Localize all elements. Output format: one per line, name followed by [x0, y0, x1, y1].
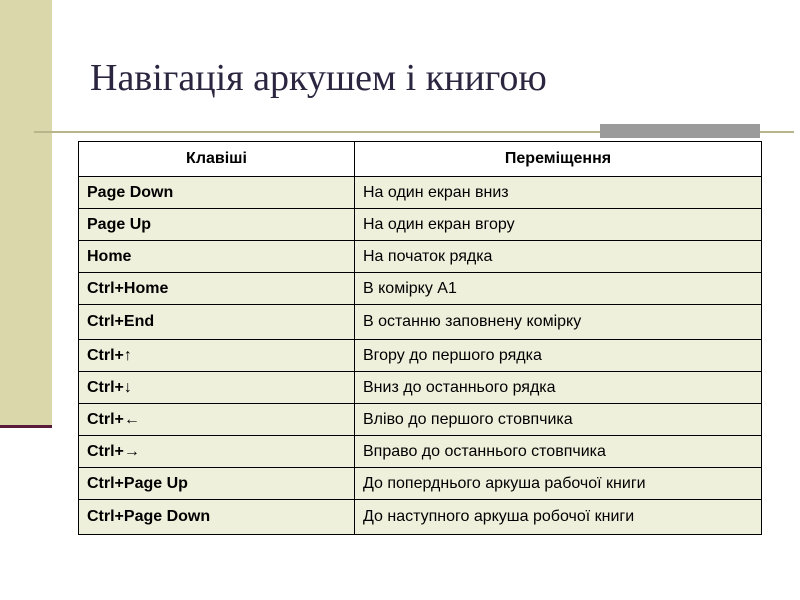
- key-cell: Ctrl+↓: [79, 372, 355, 404]
- key-cell: Ctrl+End: [79, 305, 355, 340]
- header-keys: Клавіші: [79, 142, 355, 177]
- table-row: [79, 404, 762, 436]
- table-row: [79, 436, 762, 468]
- key-cell: Ctrl+Page Down: [79, 500, 355, 535]
- action-cell: На один екран вгору: [355, 209, 762, 241]
- key-cell: Page Down: [79, 177, 355, 209]
- key-cell: Ctrl+→: [79, 436, 355, 468]
- action-cell: Вправо до останнього стовпчика: [355, 436, 762, 468]
- title-divider-accent: [600, 124, 760, 138]
- key-cell: Ctrl+↑: [79, 340, 355, 372]
- table-row: [79, 468, 762, 500]
- table-row: [79, 177, 762, 209]
- action-cell: До поперднього аркуша рабочої книги: [355, 468, 762, 500]
- key-cell: Ctrl+Home: [79, 273, 355, 305]
- header-movement: Переміщення: [355, 142, 762, 177]
- table-row: [79, 340, 762, 372]
- slide-title: Навігація аркушем і книгою: [90, 57, 547, 99]
- shortcuts-table: [78, 141, 762, 535]
- side-decoration-line: [0, 425, 52, 428]
- table-row: [79, 209, 762, 241]
- key-cell: Ctrl+Page Up: [79, 468, 355, 500]
- side-decoration-bar: [0, 0, 52, 427]
- action-cell: Вниз до останнього рядка: [355, 372, 762, 404]
- table-header-row: [79, 142, 762, 177]
- table-row: [79, 273, 762, 305]
- action-cell: В останню заповнену комірку: [355, 305, 762, 340]
- table-row: [79, 241, 762, 273]
- key-cell: Page Up: [79, 209, 355, 241]
- table-row: [79, 372, 762, 404]
- table-row: [79, 500, 762, 535]
- key-cell: Ctrl+←: [79, 404, 355, 436]
- action-cell: В комірку A1: [355, 273, 762, 305]
- action-cell: На один екран вниз: [355, 177, 762, 209]
- key-cell: Home: [79, 241, 355, 273]
- action-cell: До наступного аркуша робочої книги: [355, 500, 762, 535]
- action-cell: Вліво до першого стовпчика: [355, 404, 762, 436]
- action-cell: Вгору до першого рядка: [355, 340, 762, 372]
- table-row: [79, 305, 762, 340]
- action-cell: На початок рядка: [355, 241, 762, 273]
